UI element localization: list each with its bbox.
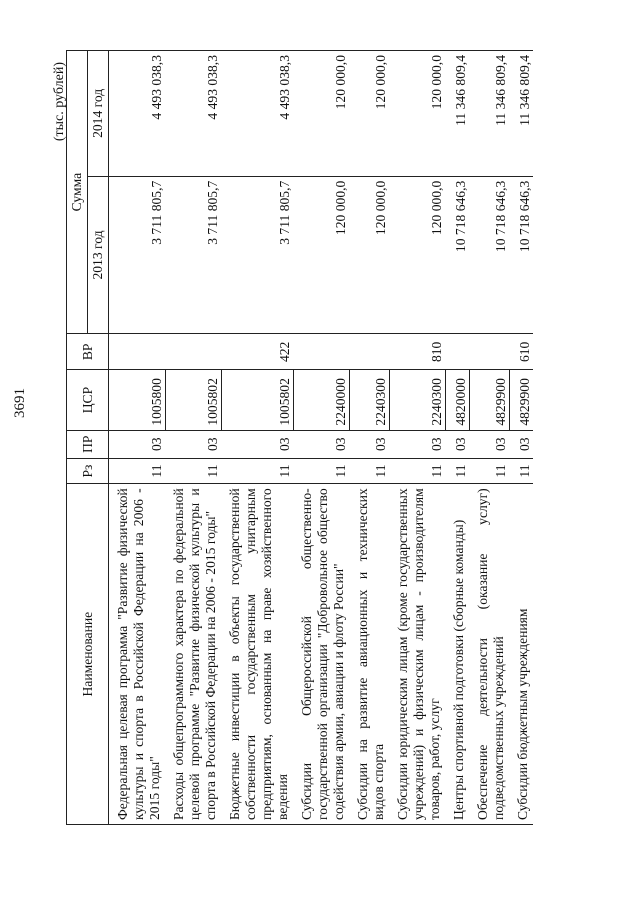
row-vr	[469, 334, 509, 370]
row-amount-2014: 4 493 038,3	[165, 51, 221, 177]
row-amount-2013: 120 000,0	[293, 176, 349, 334]
row-pr: 03	[509, 430, 533, 458]
row-amount-2014: 11 346 809,4	[509, 51, 533, 177]
row-pr: 03	[221, 430, 293, 458]
row-amount-2013: 10 718 646,3	[509, 176, 533, 334]
row-name: Субсидии на развитие авиационных и технических видов спорта	[349, 484, 389, 825]
row-rz: 11	[389, 458, 445, 484]
row-vr: 810	[389, 334, 445, 370]
row-csr: 2240300	[389, 370, 445, 430]
row-rz: 11	[445, 458, 469, 484]
row-csr: 1005800	[109, 370, 166, 430]
row-name: Центры спортивной подготовки (сборные команды)	[445, 484, 469, 825]
table-body	[109, 51, 534, 825]
row-vr: 422	[221, 334, 293, 370]
row-pr: 03	[469, 430, 509, 458]
units-label: (тыс. рублей)	[52, 62, 67, 142]
row-name: Расходы общепрограммного характера по федеральной целевой программе "Развитие физической культуры и спорта в Российской Федерации на 2006 - 2015 годы"	[165, 484, 221, 825]
row-vr	[445, 334, 469, 370]
row-amount-2014: 11 346 809,4	[469, 51, 509, 177]
header-name: Наименование	[67, 484, 109, 825]
row-vr: 610	[509, 334, 533, 370]
header-csr: ЦСР	[67, 370, 109, 430]
row-amount-2013: 10 718 646,3	[445, 176, 469, 334]
row-rz: 11	[349, 458, 389, 484]
row-csr: 4829900	[469, 370, 509, 430]
table-row	[509, 51, 533, 825]
row-rz: 11	[165, 458, 221, 484]
row-csr: 2240000	[293, 370, 349, 430]
table-row	[109, 51, 166, 825]
page-number: 3691	[12, 388, 28, 418]
row-vr	[293, 334, 349, 370]
table-row	[221, 51, 293, 825]
header-pr: ПР	[67, 430, 109, 458]
header-2013: 2013 год	[88, 176, 109, 334]
row-pr: 03	[445, 430, 469, 458]
table-row	[293, 51, 349, 825]
row-rz: 11	[469, 458, 509, 484]
row-vr	[165, 334, 221, 370]
row-rz: 11	[509, 458, 533, 484]
row-pr: 03	[389, 430, 445, 458]
row-csr: 4829900	[509, 370, 533, 430]
row-vr	[349, 334, 389, 370]
row-rz: 11	[293, 458, 349, 484]
row-amount-2013: 120 000,0	[389, 176, 445, 334]
row-rz: 11	[109, 458, 166, 484]
row-amount-2014: 120 000,0	[349, 51, 389, 177]
row-amount-2013: 10 718 646,3	[469, 176, 509, 334]
row-name: Бюджетные инвестиции в объекты государственной собственности государственным унитарным предприятиям, основанным на праве хозяйственного ведения	[221, 484, 293, 825]
table-row	[445, 51, 469, 825]
table-header	[67, 51, 109, 825]
row-amount-2013: 3 711 805,7	[109, 176, 166, 334]
row-csr: 4820000	[445, 370, 469, 430]
row-csr: 2240300	[349, 370, 389, 430]
row-vr	[109, 334, 166, 370]
row-amount-2014: 120 000,0	[389, 51, 445, 177]
header-2014: 2014 год	[88, 51, 109, 177]
table-row	[165, 51, 221, 825]
row-pr: 03	[349, 430, 389, 458]
budget-table	[66, 50, 533, 825]
row-amount-2013: 120 000,0	[349, 176, 389, 334]
row-rz: 11	[221, 458, 293, 484]
table-row	[469, 51, 509, 825]
row-amount-2014: 120 000,0	[293, 51, 349, 177]
row-name: Субсидии юридическим лицам (кроме государственных учреждений) и физическим лицам - производителям товаров, работ, услуг	[389, 484, 445, 825]
row-pr: 03	[293, 430, 349, 458]
row-name: Субсидии бюджетным учреждениям	[509, 484, 533, 825]
row-csr: 1005802	[221, 370, 293, 430]
row-amount-2014: 4 493 038,3	[221, 51, 293, 177]
row-pr: 03	[165, 430, 221, 458]
row-name: Федеральная целевая программа "Развитие физической культуры и спорта в Российской Федерации на 2006 - 2015 годы"	[109, 484, 166, 825]
row-amount-2013: 3 711 805,7	[165, 176, 221, 334]
row-amount-2014: 11 346 809,4	[445, 51, 469, 177]
row-amount-2014: 4 493 038,3	[109, 51, 166, 177]
row-amount-2013: 3 711 805,7	[221, 176, 293, 334]
row-csr: 1005802	[165, 370, 221, 430]
table-row	[389, 51, 445, 825]
header-sum: Сумма	[67, 51, 88, 334]
row-name: Субсидии Общероссийской общественно-государственной организации "Добровольное общество содействия армии, авиации и флоту России"	[293, 484, 349, 825]
table-row	[349, 51, 389, 825]
row-name: Обеспечение деятельности (оказание услуг) подведомственных учреждений	[469, 484, 509, 825]
header-rz: Рз	[67, 458, 109, 484]
row-pr: 03	[109, 430, 166, 458]
header-vr: ВР	[67, 334, 109, 370]
